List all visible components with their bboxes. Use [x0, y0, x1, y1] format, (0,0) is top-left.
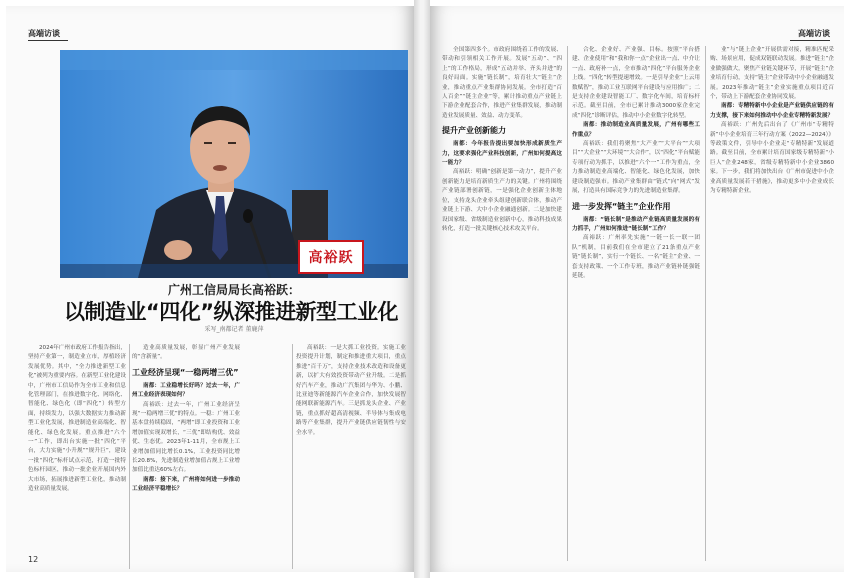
nameplate-text: 高裕跃 — [308, 250, 354, 266]
left-column-2 — [132, 344, 240, 569]
paragraph: 合化、企业好、产业强、目标。按照“平台搭建、企业使用”和“我和你一点”企业出一点、中介让一点、政府补一点，全市推动“四化”平台服务企业上线。“四化”转型提速增效。一是引导企业“上云用数赋智”，推动工业互联网平台建设与应用推广；二是支持企业建设智能工厂、数字化车间，培育标杆示范。截至目前，全市已累计推动3000家企业完成“四化”诊断评估，推动中小企业数字化转型。 — [572, 47, 700, 119]
paragraph: 高裕跃：我们将聚焦“大产业”“大平台”“大项目”“大企业”“大环境”“大合作”，以“四化”平台赋能专项行动为抓手，以推进“六个一”工作为重点，全力推动制造业高端化、智能化、绿色化发展，加快建设制造强市。推动产业集群由“链式”向“网式”发展，打造具有国际竞争力的先进制造业集群。 — [572, 141, 700, 195]
interview-question: 南都：接下来，广州将如何进一步推动工业经济平稳增长？ — [132, 476, 240, 493]
right-column-3 — [710, 46, 834, 561]
section-heading: 工业经济呈现“一稳两增三优” — [132, 367, 239, 377]
left-column-3 — [296, 344, 406, 569]
article-headline: 以制造业“四化”纵深推进新型工业化 — [63, 300, 399, 324]
article-subtitle: 广州工信局局长高裕跃： — [167, 283, 300, 297]
paragraph: 全国第四多个。市政府围绕着工作的发展、带动和引领相关工作开展。发展“五动”、“四上”的工作格局，形成“五动并举、齐头并进”的良好局面。实施“链长制”，培育壮大“链主”企业，推动重点产业集群协同发展。全市打造“百人百企”“链主企业”等，累计推动重点产业链上下游企业配套合作，推进产业集群发展，推动制造业发展质量、效益、动力变革。 — [442, 47, 562, 119]
section-heading: 进一步发挥“链主”企业作用 — [572, 201, 671, 211]
column-rule — [705, 46, 706, 561]
article-byline: 采写_南都记者 董鹿萍 — [204, 326, 264, 333]
right-column-2 — [572, 46, 700, 561]
column-rule — [292, 344, 293, 569]
paragraph: 高裕跃：明确“创新是第一动力”，提升产业创新能力是培育新质生产力的关键。广州将围绕产业链部署创新链，一是强化企业创新主体地位，支持龙头企业牵头组建创新联合体，推动产业链上下游、大中小企业融通创新。二是加快建设国家级、省级制造业创新中心，推动科技成果转化，打造一批关键核心技术攻关平台。 — [442, 169, 562, 232]
column-rule — [129, 344, 130, 569]
paragraph: 高裕跃：过去一年，广州工业经济呈现“一稳两增三优”的特点。一稳：广州工业基本盘持续稳固，“两增”即工业投资和工业增加值实现双增长，“三优”即结构优、效益优、生态优。2023年1-11月，全市规上工业增加值同比增长0.1%，工业投资同比增长20.8%，先进制造业增加值占规上工业增加值比重达60%左右。 — [132, 401, 240, 474]
right-page — [430, 6, 844, 572]
speaker-photo — [60, 50, 408, 278]
section-heading: 提升产业创新能力 — [442, 126, 506, 136]
paragraph: 高裕跃：广州率先实施“一链一长一联一团队”机制，目前我们在全市建立了21条重点产业链“链长制”，实行一个链长、一名“链主”企业、一套支持政策、一个工作专班，推动产业链补链强链延链。 — [572, 235, 700, 279]
left-column-1 — [28, 344, 126, 569]
left-page — [6, 6, 414, 572]
section-rule — [28, 40, 68, 41]
page-gutter — [414, 0, 430, 578]
column-rule — [567, 46, 568, 561]
interview-question: 南都：工业稳增长好吗？过去一年，广州工业经济表现如何？ — [132, 382, 240, 399]
interview-question: 南都：专精特新中小企业是产业链供应链的有力支撑，接下来如何推动中小企业专精特新发展？ — [710, 103, 834, 119]
interview-question: 南都：推动制造业高质量发展，广州有哪些工作重点？ — [572, 122, 700, 138]
interview-question: 南都：“链长制”是推动产业链高质量发展的有力抓手，广州如何推进“链长制”工作？ — [572, 216, 700, 232]
paragraph: 2024年广州市政府工作报告指出，坚持产业第一，制造业立市，厚植经济发展优势。其中，“全力推进新型工业化”被列为重要内容。在新型工业化建设中，广州市工信局作为全市工业和信息化管理部门，在推进数字化、网络化、智能化、绿色化（即“四化”）转型方面，持续发力，以强大数据实力推动新型工业化发展，推进制造业高端化、智能化、绿色化发展。重点推进“六个一”工作，即出台实施一批“四化”平台，大力实施“小升规”“规升巨”，建设一批“四化”标杆试点示范，打造一批特色标杆园区，推动一批企业开展国内外大市场，拓展推进新型工业化，推动制造业高质量发展。 — [28, 345, 126, 493]
right-column-1 — [442, 46, 562, 561]
paragraph: 造业高质量发展，彰显广州产业发展的“含新量”。 — [132, 345, 240, 361]
section-rule — [790, 40, 830, 41]
page-number: 12 — [28, 555, 39, 564]
paragraph: 高裕跃：广州先后出台了《广州市“专精特新”中小企业培育三年行动方案（2022—2024）》等政策文件，引导中小企业走“专精特新”发展道路。截至目前，全市累计培育国家级专精特新“小巨人”企业248家，省级专精特新中小企业3860家。下一步，我们将加快出台《广州市促进中小企业高质量发展若干措施》，推动更多中小企业成长为专精特新企业。 — [710, 122, 834, 195]
section-tag: 高端访谈 — [28, 29, 60, 38]
paragraph: 高裕跃：一是大抓工业投资。实施工业投资提升计划，制定和推进重大项目，重点推进“百千万”，支持企业技术改造和设备更新，以扩大有效投资带动产业升级。二是抓好汽车产业，推动广汽集团与华为、小鹏、比亚迪等新能源汽车企业合作，加快发展智能网联新能源汽车。三是抓龙头企业、产业链，重点抓好超高清视频、半导体与集成电路等产业集群，提升产业链供应链韧性与安全水平。 — [296, 345, 406, 436]
nameplate — [298, 240, 364, 274]
interview-question: 南都：今年报告提出要加快形成新质生产力，这要求强化产业科技创新，广州如何提高这一能力？ — [442, 141, 562, 167]
section-tag: 高端访谈 — [798, 29, 830, 38]
paragraph: 业”与“链上企业”开展供需对接，精准匹配采购、场景应用，促成双链联动发展。推进“链主”企业做强做大，聚焦产业链关键环节，开展“链主”企业培育行动，支持“链主”企业带动中小企业融通发展。2023年推动“链主”企业实施重点项目近百个，带动上下游配套企业协同发展。 — [710, 47, 834, 101]
